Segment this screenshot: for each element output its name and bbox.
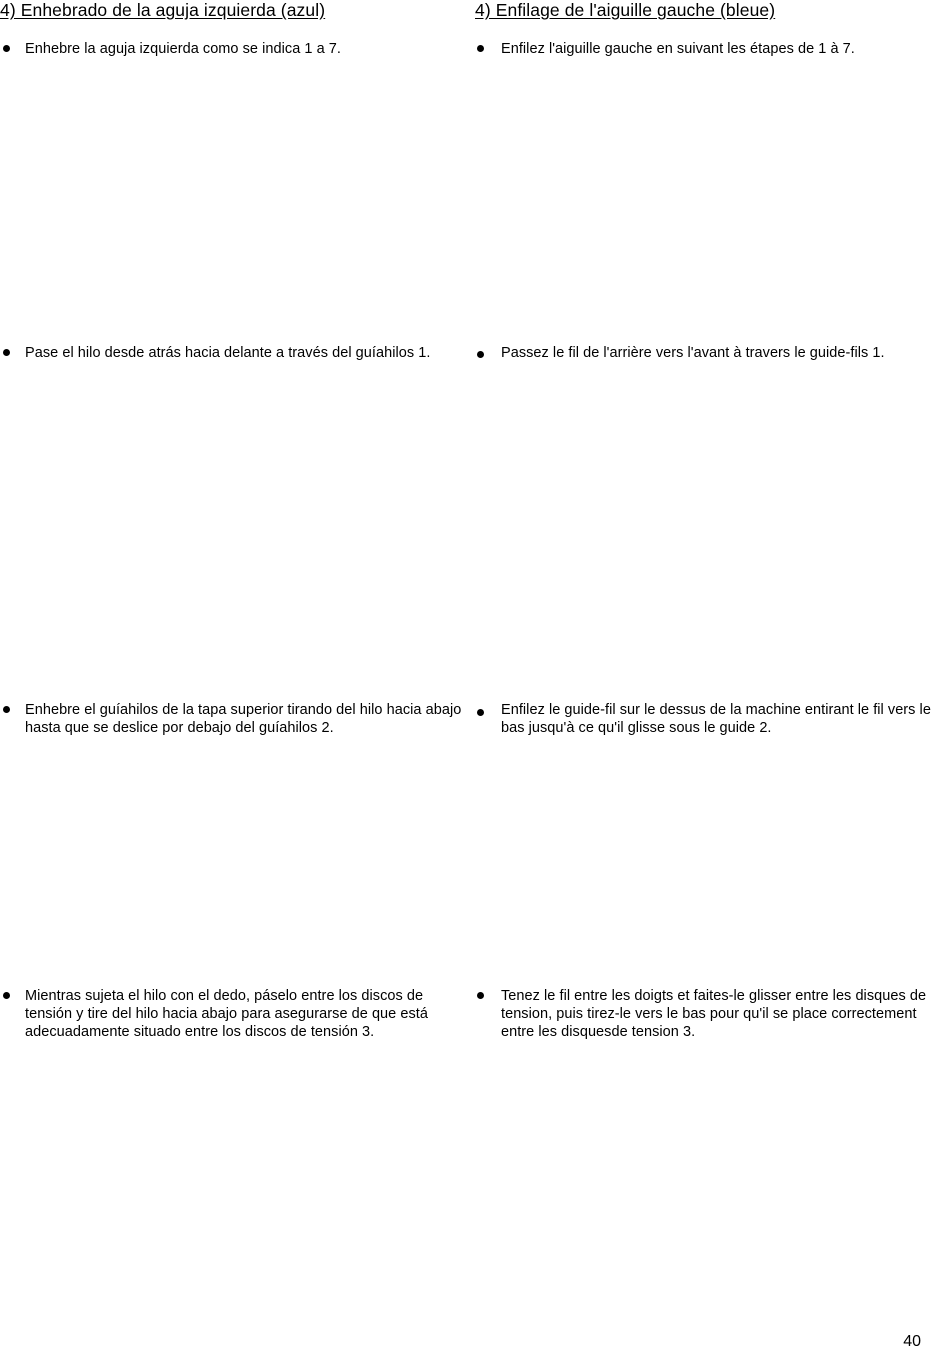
french-step-text: Enfilez l'aiguille gauche en suivant les étapes de 1 à 7. (501, 41, 855, 57)
spanish-step-text: Enhebre el guíahilos de la tapa superior tirando del hilo hacia abajo hasta que se deslice por debajo del guíahilos 2. (25, 702, 462, 736)
bullet-icon (3, 992, 10, 999)
bullet-icon (3, 349, 10, 356)
spanish-step-text: Enhebre la aguja izquierda como se indica 1 a 7. (25, 41, 341, 57)
bullet-icon (3, 45, 10, 52)
bullet-icon (477, 351, 484, 358)
page-number: 40 (903, 1333, 921, 1350)
french-step-text: Enfilez le guide-fil sur le dessus de la machine entirant le fil vers le bas jusqu'à ce qu'il glisse sous le guide 2. (501, 702, 931, 736)
spanish-step-text: Mientras sujeta el hilo con el dedo, páselo entre los discos de tensión y tire del hilo hacia abajo para asegurarse de que está adecuadamente situado entre los discos de tensión 3. (25, 988, 428, 1040)
french-step-text: Tenez le fil entre les doigts et faites-le glisser entre les disques de tension, puis tirez-le vers le bas pour qu'il se place correctement entre les disquesde tension 3. (501, 988, 927, 1040)
bullet-icon (477, 992, 484, 999)
spanish-step-text: Pase el hilo desde atrás hacia delante a través del guíahilos 1. (25, 345, 431, 361)
bullet-icon (477, 45, 484, 52)
french-heading: 4) Enfilage de l'aiguille gauche (bleue) (475, 0, 776, 20)
spanish-heading: 4) Enhebrado de la aguja izquierda (azul) (0, 0, 326, 20)
french-step-text: Passez le fil de l'arrière vers l'avant à travers le guide-fils 1. (501, 345, 885, 361)
bullet-icon (477, 709, 484, 716)
bullet-icon (3, 706, 10, 713)
